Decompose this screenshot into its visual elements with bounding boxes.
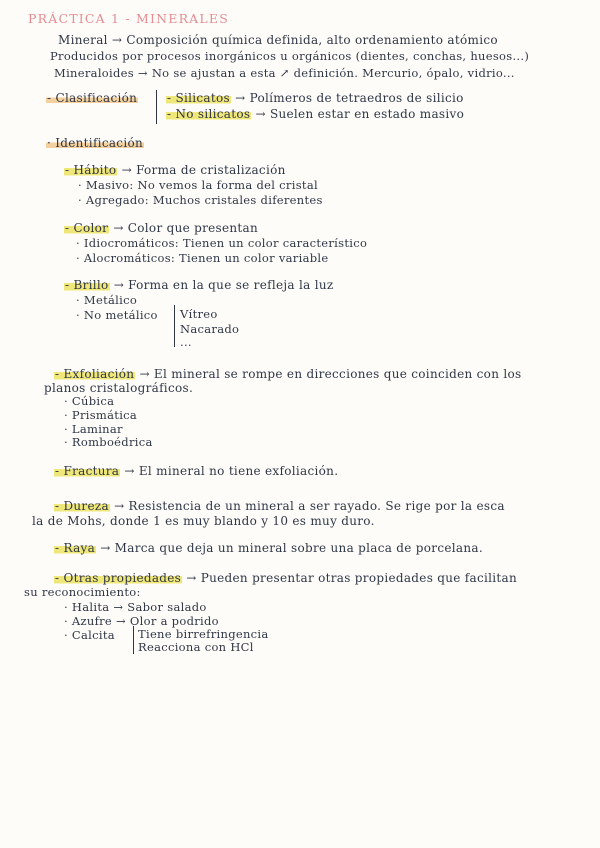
brillo-item-2: · No metálico <box>76 308 158 322</box>
identificacion-heading-text: · Identificación <box>47 136 144 150</box>
dureza-def: → Resistencia de un mineral a ser rayado. Se rige por la esca <box>114 499 505 513</box>
silicatos-def: → Polímeros de tetraedros de silicio <box>235 91 464 105</box>
habito-term: - Hábito <box>65 163 117 177</box>
exfoliacion-def: → El mineral se rompe en direcciones que coinciden con los <box>139 367 522 381</box>
no-silicatos-def: → Suelen estar en estado masivo <box>255 107 465 121</box>
otras-item-1: · Halita → Sabor salado <box>64 600 207 614</box>
otras-item-3: · Calcita <box>64 628 115 642</box>
brillo-bracket <box>174 305 175 347</box>
brillo-item-1: · Metálico <box>76 293 138 307</box>
habito-item-1: · Masivo: No vemos la forma del cristal <box>78 178 318 192</box>
clasificacion-heading-text: - Clasificación <box>47 91 138 105</box>
exfoliacion-item-1: · Cúbica <box>64 394 115 408</box>
intro-line-3: Mineraloides → No se ajustan a esta ↗ definición. Mercurio, ópalo, vidrio... <box>54 66 515 80</box>
exfoliacion-item-3: · Laminar <box>64 422 123 436</box>
brillo-term: - Brillo <box>65 278 109 292</box>
dureza-line <box>54 499 505 513</box>
otras-line <box>54 571 517 585</box>
calcita-bracket <box>133 626 134 654</box>
brillo-sub-2: Nacarado <box>180 322 240 336</box>
otras-def: → Pueden presentar otras propiedades que facilitan <box>186 571 518 585</box>
intro-line-2: Producidos por procesos inorgánicos u orgánicos (dientes, conchas, huesos...) <box>50 49 530 63</box>
otras-term: - Otras propiedades <box>55 571 182 585</box>
color-line <box>64 221 258 235</box>
dureza-term: - Dureza <box>55 499 109 513</box>
exfoliacion-line <box>54 367 521 381</box>
raya-term: - Raya <box>55 541 96 555</box>
calcita-prop-1: Tiene birrefringencia <box>138 627 269 641</box>
raya-line <box>54 541 483 555</box>
intro-line-1: Mineral → Composición química definida, alto ordenamiento atómico <box>58 33 498 47</box>
otras-def-cont: su reconocimiento: <box>24 585 141 599</box>
habito-item-2: · Agregado: Muchos cristales diferentes <box>78 193 323 207</box>
fractura-line <box>54 464 338 478</box>
silicatos-term: - Silicatos <box>167 91 230 105</box>
calcita-prop-2: Reacciona con HCl <box>138 640 254 654</box>
habito-def: → Forma de cristalización <box>121 163 286 177</box>
fractura-def: → El mineral no tiene exfoliación. <box>124 464 339 478</box>
color-item-2: · Alocromáticos: Tienen un color variable <box>76 251 329 265</box>
dureza-def-cont: la de Mohs, donde 1 es muy blando y 10 es muy duro. <box>32 514 375 528</box>
clasificacion-heading <box>46 91 138 105</box>
brillo-line <box>64 278 334 292</box>
silicatos-line <box>166 91 464 105</box>
color-item-1: · Idiocromáticos: Tienen un color característico <box>76 236 368 250</box>
exfoliacion-def-cont: planos cristalográficos. <box>44 381 194 395</box>
fractura-term: - Fractura <box>55 464 120 478</box>
clasificacion-bracket <box>156 90 157 124</box>
no-silicatos-line <box>166 107 464 121</box>
no-silicatos-term: - No silicatos <box>167 107 251 121</box>
page-title: PRÁCTICA 1 - MINERALES <box>28 11 230 26</box>
color-term: - Color <box>65 221 109 235</box>
exfoliacion-item-2: · Prismática <box>64 408 138 422</box>
identificacion-heading <box>46 136 144 150</box>
habito-line <box>64 163 286 177</box>
brillo-sub-1: Vítreo <box>180 307 218 321</box>
otras-item-2: · Azufre → Olor a podrido <box>64 614 219 628</box>
brillo-sub-3: ... <box>180 335 192 349</box>
raya-def: → Marca que deja un mineral sobre una placa de porcelana. <box>100 541 483 555</box>
color-def: → Color que presentan <box>113 221 259 235</box>
exfoliacion-term: - Exfoliación <box>55 367 135 381</box>
exfoliacion-item-4: · Romboédrica <box>64 435 153 449</box>
brillo-def: → Forma en la que se refleja la luz <box>113 278 334 292</box>
